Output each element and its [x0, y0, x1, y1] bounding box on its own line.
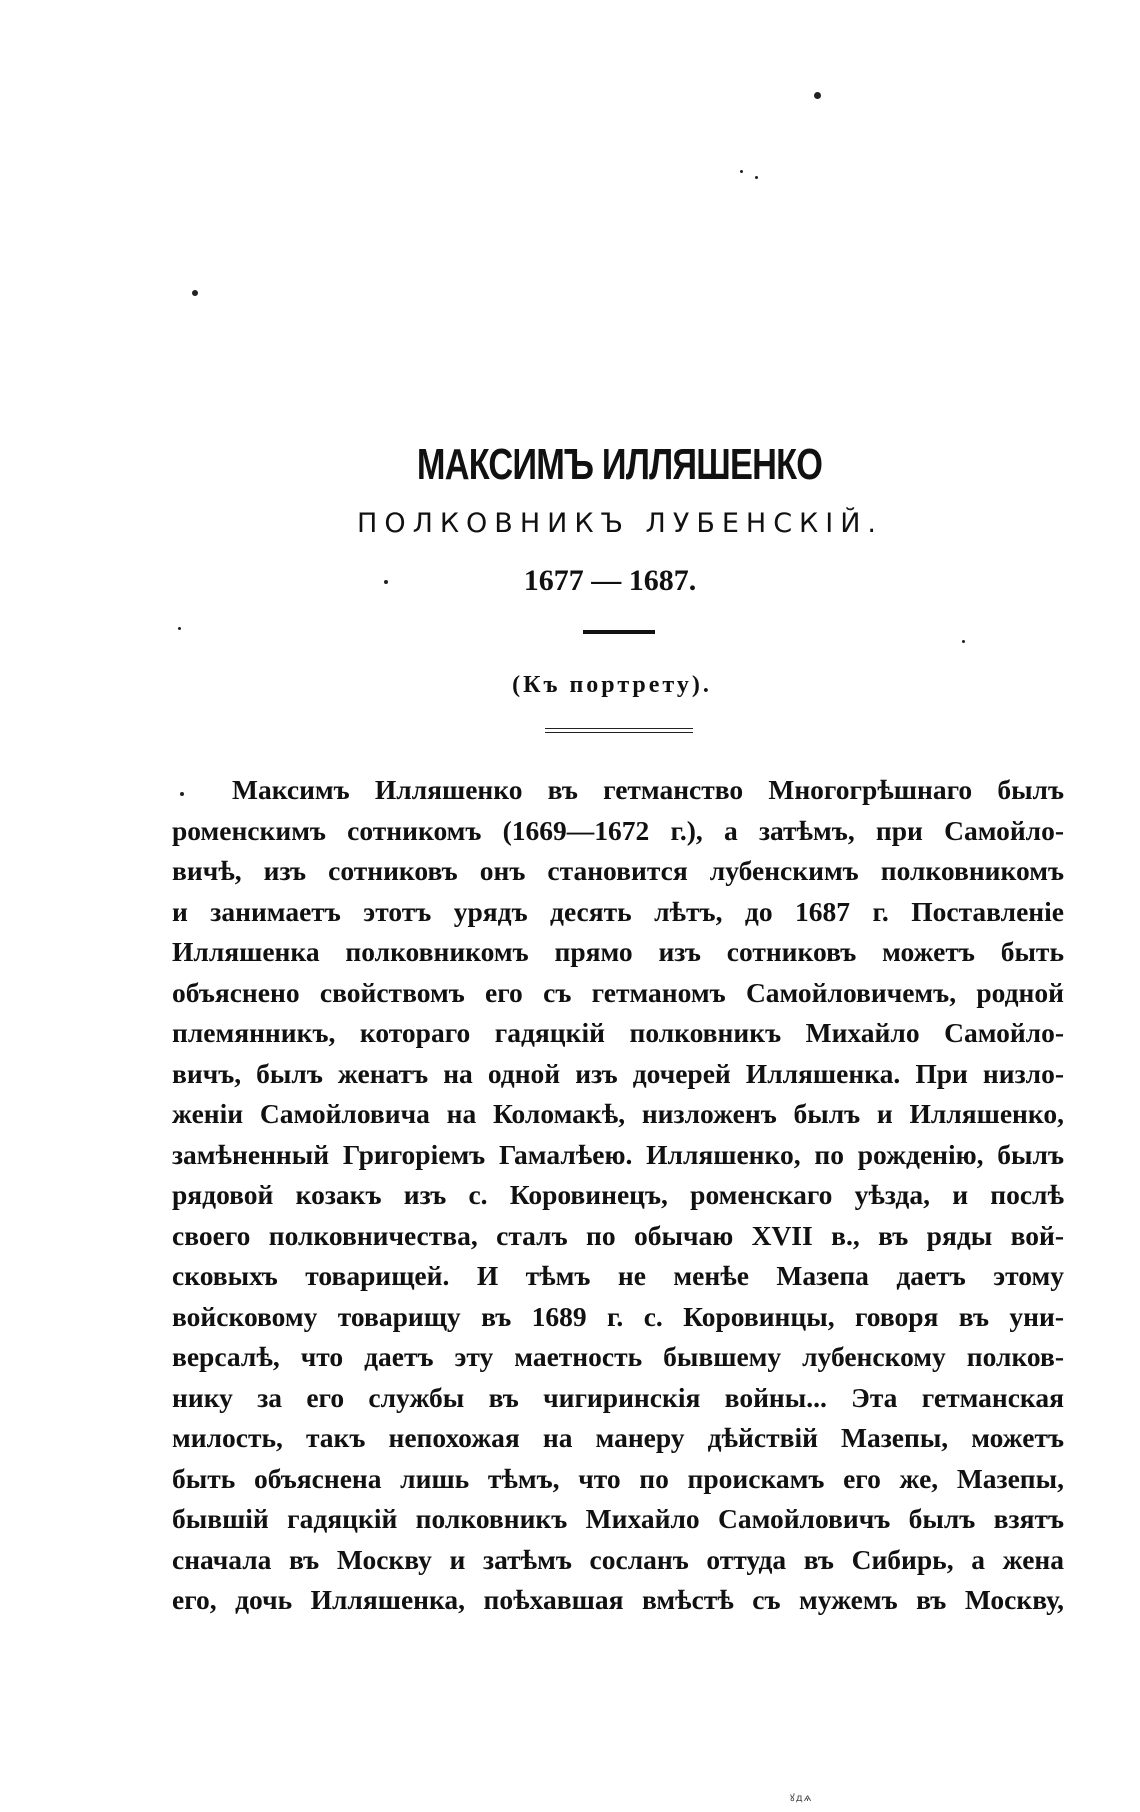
scan-speck — [755, 176, 758, 179]
body-line: женіи Самойловича на Коломакѣ, низложенъ былъ и Илляшенко, — [172, 1098, 1064, 1129]
scan-speck — [192, 290, 198, 296]
body-paragraph — [172, 770, 1064, 1621]
scan-speck — [180, 792, 184, 796]
scan-speck — [814, 92, 821, 99]
body-line: объяснено свойствомъ его съ гетманомъ Самойловичемъ, родной — [172, 976, 1064, 1008]
body-line: войсковому товарищу въ 1689 г. с. Коровинцы, говоря въ уни- — [172, 1300, 1064, 1332]
portrait-note: (Къ портрету). — [512, 672, 712, 698]
body-line: сначала въ Москву и затѣмъ сосланъ оттуда въ Сибирь, а жена — [172, 1543, 1064, 1575]
body-line: сковыхъ товарищей. И тѣмъ не менѣе Мазепа даетъ этому — [172, 1260, 1064, 1291]
scan-speck — [384, 580, 388, 584]
footer-mark: ꙋдѧ — [790, 1793, 813, 1804]
body-line: роменскимъ сотникомъ (1669—1672 г.), а затѣмъ, при Самойло- — [172, 814, 1064, 846]
body-line: быть объяснена лишь тѣмъ, что по проискамъ его же, Мазепы, — [172, 1462, 1064, 1494]
scan-speck — [740, 170, 743, 173]
body-line: Илляшенка полковникомъ прямо изъ сотниковъ можетъ быть — [172, 936, 1064, 967]
section-divider-short — [583, 630, 655, 634]
section-divider-double — [545, 728, 693, 733]
body-line: версалѣ, что даетъ эту маетность бывшему лубенскому полков- — [172, 1341, 1064, 1372]
document-years: 1677 — 1687. — [523, 564, 697, 597]
body-line: замѣненный Григоріемъ Гамалѣею. Илляшенко, по рожденію, былъ — [172, 1138, 1064, 1170]
body-line: своего полковничества, сталъ по обычаю XVII в., въ ряды вой- — [172, 1219, 1064, 1251]
body-line: вичъ, былъ женатъ на одной изъ дочерей Илляшенка. При низло- — [172, 1057, 1064, 1089]
body-line: племянникъ, котораго гадяцкій полковникъ Михайло Самойло- — [172, 1017, 1064, 1048]
body-line: нику за его службы въ чигиринскія войны... Эта гетманская — [172, 1381, 1064, 1413]
body-line: рядовой козакъ изъ с. Коровинецъ, роменскаго уѣзда, и послѣ — [172, 1179, 1064, 1210]
body-line: милость, такъ непохожая на манеру дѣйствій Мазепы, можетъ — [172, 1422, 1064, 1453]
body-line: бывшій гадяцкій полковникъ Михайло Самойловичъ былъ взятъ — [172, 1503, 1064, 1534]
body-line: Максимъ Илляшенко въ гетманство Многогрѣшнаго былъ — [232, 774, 1064, 805]
body-line: его, дочь Илляшенка, поѣхавшая вмѣстѣ съ мужемъ въ Москву, — [172, 1584, 1064, 1615]
body-line: и занимаетъ этотъ урядъ десять лѣтъ, до 1687 г. Поставленіе — [172, 895, 1064, 927]
body-line: вичѣ, изъ сотниковъ онъ становится лубенскимъ полковникомъ — [172, 855, 1064, 886]
document-subtitle: ПОЛКОВНИКЪ ЛУБЕНСКІЙ. — [357, 508, 883, 539]
scan-speck — [178, 627, 181, 630]
document-title: МАКСИМЪ ИЛЛЯШЕНКО — [416, 440, 823, 489]
scan-speck — [962, 640, 965, 643]
